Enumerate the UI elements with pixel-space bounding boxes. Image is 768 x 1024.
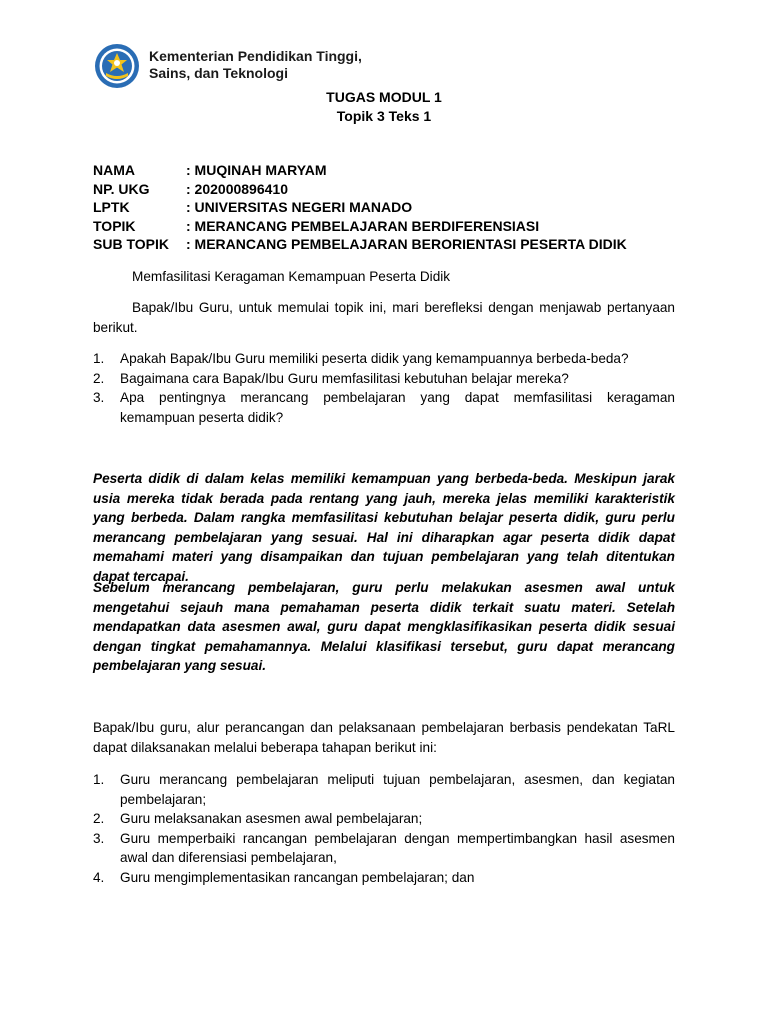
ministry-logo-icon	[93, 43, 141, 89]
list-text: Apakah Bapak/Ibu Guru memiliki peserta didik yang kemampuannya berbeda-beda?	[120, 351, 629, 366]
list-text: Bagaimana cara Bapak/Ibu Guru memfasilitasi kebutuhan belajar mereka?	[120, 370, 569, 386]
identity-label: NP. UKG	[93, 180, 150, 197]
identity-row-np-ukg	[93, 180, 627, 199]
identity-value: : MERANCANG PEMBELAJARAN BERDIFERENSIASI	[186, 217, 540, 234]
section-heading: Memfasilitasi Keragaman Kemampuan Peserta Didik	[132, 269, 451, 284]
ministry-name	[149, 48, 362, 82]
identity-value: : MUQINAH MARYAM	[186, 162, 327, 178]
list-number: 2.	[93, 811, 105, 826]
list-number: 1.	[93, 772, 105, 787]
identity-label: LPTK	[93, 199, 130, 215]
identity-value: : UNIVERSITAS NEGERI MANADO	[186, 199, 413, 215]
question-list	[93, 349, 675, 427]
list-number: 4.	[93, 869, 105, 885]
document-subtitle: Topik 3 Teks 1	[336, 108, 432, 124]
list-item	[93, 369, 675, 389]
list-text: Guru merancang pembelajaran meliputi tujuan pembelajaran, asesmen, dan kegiatan pembelajaran;	[120, 772, 675, 807]
list-item	[93, 809, 675, 829]
identity-label: NAMA	[93, 162, 135, 178]
list-text: Guru mengimplementasikan rancangan pembelajaran; dan	[120, 869, 475, 885]
answer-paragraph-1: Peserta didik di dalam kelas memiliki kemampuan yang berbeda-beda. Meskipun jarak usia mereka tidak berada pada rentang yang jauh, mereka jelas memiliki karakteristik yang berbeda. Dalam rangka memfasilitasi kebutuhan belajar peserta didik, guru perlu merancang pembelajaran yang sesuai. Hal ini diharapkan agar peserta didik dapat memahami materi yang disampaikan dan tujuan pembelajaran yang telah ditentukan dapat tercapai.	[93, 471, 675, 584]
list-text: Guru melaksanakan asesmen awal pembelajaran;	[120, 811, 423, 826]
list-item	[93, 868, 675, 888]
identity-label: TOPIK	[93, 217, 136, 234]
list-text: Guru memperbaiki rancangan pembelajaran dengan mempertimbangkan hasil asesmen awal dan diferensiasi pembelajaran,	[120, 830, 675, 865]
identity-label: SUB TOPIK	[93, 236, 169, 252]
list-item	[93, 829, 675, 868]
list-text: Apa pentingnya merancang pembelajaran yang dapat memfasilitasi keragaman kemampuan peserta didik?	[120, 390, 675, 425]
answer-paragraph-2: Sebelum merancang pembelajaran, guru perlu melakukan asesmen awal untuk mengetahui sejauh mana pemahaman peserta didik terkait suatu materi. Setelah mendapatkan data asesmen awal, guru dapat mengklasifikasikan peserta didik sesuai dengan tingkat pemahamannya. Melalui klasifikasi tersebut, guru dapat merancang pembelajaran yang sesuai.	[93, 580, 675, 673]
list-number: 3.	[93, 830, 105, 846]
ministry-line-1: Kementerian Pendidikan Tinggi,	[149, 48, 362, 64]
identity-value: : 202000896410	[186, 180, 288, 197]
list-item	[93, 770, 675, 809]
list-number: 1.	[93, 351, 105, 366]
ministry-line-2: Sains, dan Teknologi	[149, 65, 288, 81]
identity-row-lptk	[93, 198, 627, 217]
intro-paragraph: Bapak/Ibu Guru, untuk memulai topik ini, mari berefleksi dengan menjawab pertanyaan berikut.	[93, 300, 675, 335]
identity-row-nama	[93, 161, 627, 180]
identity-row-topik	[93, 217, 627, 236]
identity-row-sub-topik	[93, 235, 627, 254]
letterhead	[93, 41, 493, 87]
list-item	[93, 388, 675, 427]
steps-list	[93, 770, 675, 887]
list-number: 2.	[93, 370, 105, 386]
identity-value: : MERANCANG PEMBELAJARAN BERORIENTASI PESERTA DIDIK	[186, 236, 627, 252]
flow-intro-paragraph: Bapak/Ibu guru, alur perancangan dan pelaksanaan pembelajaran berbasis pendekatan TaRL dapat dilaksanakan melalui beberapa tahapan berikut ini:	[93, 720, 675, 755]
list-number: 3.	[93, 390, 105, 405]
document-title: TUGAS MODUL 1	[326, 89, 442, 105]
list-item	[93, 349, 675, 369]
identity-table	[93, 161, 627, 254]
